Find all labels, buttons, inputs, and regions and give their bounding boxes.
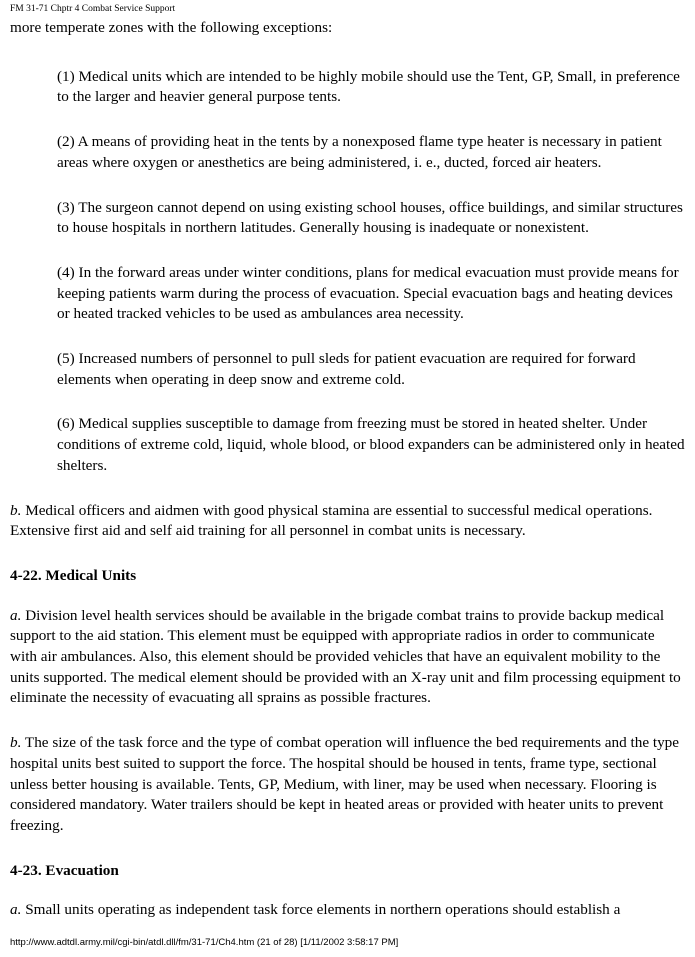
exception-item-4: (4) In the forward areas under winter conditions, plans for medical evacuation must provide means for keeping patients warm during the process of evacuation. Special evacuation bags and heating devices or heated tracked vehicles to be used as ambulances area necessity. [57, 263, 679, 323]
section-4-23-paragraph-a [10, 900, 685, 921]
paragraph-label: a. [10, 606, 22, 624]
exception-item-6: (6) Medical supplies susceptible to damage from freezing must be stored in heated shelter. Under conditions of extreme cold, liquid, whole blood, or blood expanders can be administered only in heated shelters. [57, 415, 685, 474]
section-4-22-paragraph-a [10, 606, 685, 710]
exception-item-3: (3) The surgeon cannot depend on using existing school houses, office buildings, and similar structures to house hospitals in northern latitudes. Generally housing is inadequate or nonexistent. [57, 198, 683, 237]
page-footer-url: http://www.adtdl.army.mil/cgi-bin/atdl.dll/fm/31-71/Ch4.htm (21 of 28) [1/11/2002 3:58:17 PM] [10, 937, 399, 949]
section-heading-4-23: 4-23. Evacuation [10, 861, 119, 879]
document-body [10, 18, 685, 921]
paragraph-label: a. [10, 901, 22, 919]
exception-item-1: (1) Medical units which are intended to be highly mobile should use the Tent, GP, Small, in preference to the larger and heavier general purpose tents. [57, 67, 680, 106]
paragraph-text: Medical officers and aidmen with good physical stamina are essential to successful medical operations. Extensive first aid and self aid training for all personnel in combat units is necessary. [10, 501, 653, 540]
intro-text: more temperate zones with the following exceptions: [10, 19, 333, 36]
paragraph-text: Division level health services should be available in the brigade combat trains to provide backup medical support to the aid station. This element must be equipped with appropriate radios in order to communicate with air ambulances. Also, this element should be provided vehicles that have an equivalent mobility to the units supported. The medical element should be provided with an X-ray unit and film processing equipment to eliminate the necessity of evacuating all sprains as possible fractures. [10, 606, 681, 707]
section-4-22-paragraph-b [10, 733, 685, 837]
paragraph-text: Small units operating as independent task force elements in northern operations should establish a [21, 901, 621, 919]
paragraph-text: The size of the task force and the type of combat operation will influence the bed requirements and the type hospital units best suited to support the force. The hospital should be housed in tents, frame type, sectional unless better housing is available. Tents, GP, Medium, with liner, may be used when necessary. Flooring is considered mandatory. Water trailers should be kept in heated areas or provided with heater units to prevent freezing. [10, 734, 679, 834]
section-heading-4-22: 4-22. Medical Units [10, 566, 137, 584]
page-header: FM 31-71 Chptr 4 Combat Service Support [10, 4, 176, 14]
exception-item-5: (5) Increased numbers of personnel to pull sleds for patient evacuation are required for forward elements when operating in deep snow and extreme cold. [57, 350, 636, 388]
paragraph-b [10, 501, 685, 542]
exception-item-2: (2) A means of providing heat in the tents by a nonexposed flame type heater is necessary in patient areas where oxygen or anesthetics are being administered, i. e., ducted, forced air heaters. [57, 133, 662, 171]
paragraph-label: b. [10, 734, 22, 752]
paragraph-label: b. [10, 501, 22, 519]
